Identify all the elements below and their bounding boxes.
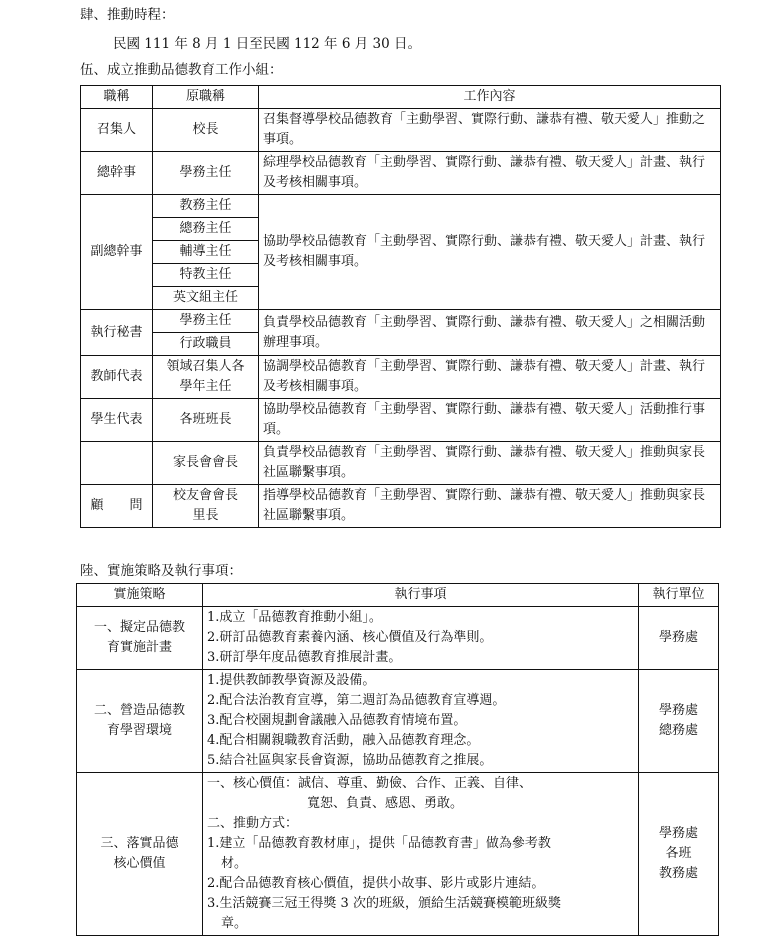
header-duty: 工作內容 — [259, 86, 721, 109]
item-line: 章。 — [221, 916, 248, 931]
section-6-heading: 陸、實施策略及執行事項： — [80, 563, 242, 579]
strategy-line: 一、擬定品德教 — [93, 620, 185, 635]
duty-text: 綜理學校品德教育「主動學習、實際行動、謙恭有禮、敬天愛人」計畫、執行及考核相關事項。 — [259, 152, 721, 195]
item-line: 5.結合社區與家長會資源，協助品德教育之推展。 — [207, 753, 493, 768]
item-line: 2.配合品德教育核心價值，提供小故事、影片或影片連結。 — [207, 876, 545, 891]
unit-line: 總務處 — [658, 723, 698, 738]
item-line: 3.研訂學年度品德教育推展計畫。 — [207, 650, 402, 665]
item-line: 寬恕、負責、感恩、勇敢。 — [307, 796, 464, 811]
unit-cell — [639, 607, 719, 670]
item-line: 2.研訂品德教育素養內涵、核心價值及行為準則。 — [207, 630, 493, 645]
duty-text: 負責學校品德教育「主動學習、實際行動、謙恭有禮、敬天愛人」之相關活動辦理事項。 — [259, 310, 721, 356]
table-row — [81, 399, 721, 442]
duty-text: 召集督導學校品德教育「主動學習、實際行動、謙恭有禮、敬天愛人」推動之事項。 — [259, 109, 721, 152]
working-group-table — [80, 85, 721, 528]
header-strategy: 實施策略 — [77, 584, 203, 607]
item-line: 2.配合法治教育宣導，第二週訂為品德教育宣導週。 — [207, 693, 506, 708]
duty-text: 指導學校品德教育「主動學習、實際行動、謙恭有禮、敬天愛人」推動與家長社區聯繫事項。 — [259, 485, 721, 528]
unit-cell — [639, 773, 719, 936]
item-line: 1.提供教師教學資源及設備。 — [207, 673, 376, 688]
original-title: 各班班長 — [153, 399, 259, 442]
table-row — [81, 109, 721, 152]
section-4-heading: 肆、推動時程： — [80, 7, 175, 23]
items-cell — [203, 607, 639, 670]
original-title-line: 里長 — [192, 508, 219, 523]
header-original-title: 原職稱 — [153, 86, 259, 109]
strategy-cell — [77, 607, 203, 670]
table-row — [81, 195, 721, 218]
items-cell — [203, 670, 639, 773]
original-title: 行政職員 — [153, 333, 259, 356]
item-line: 3.生活競賽三冠王得獎 3 次的班級，頒給生活競賽模範班級獎 — [207, 896, 561, 911]
strategy-cell — [77, 773, 203, 936]
strategy-line: 三、落實品德 — [100, 836, 179, 851]
role-title: 執行秘書 — [81, 310, 153, 356]
items-cell — [203, 773, 639, 936]
role-title: 副總幹事 — [81, 195, 153, 310]
table-row — [77, 607, 719, 670]
unit-line: 學務處 — [658, 630, 698, 645]
table-row — [77, 670, 719, 773]
role-title: 教師代表 — [81, 356, 153, 399]
strategy-line: 育學習環境 — [106, 723, 172, 738]
item-line: 一、核心價值：誠信、尊重、勤儉、合作、正義、自律、 — [207, 776, 533, 791]
original-title: 家長會會長 — [153, 442, 259, 485]
unit-cell — [639, 670, 719, 773]
original-title-multi — [153, 485, 259, 528]
table-header-row — [81, 86, 721, 109]
table-row — [77, 773, 719, 936]
item-line: 二、推動方式： — [207, 816, 299, 831]
table-row — [81, 356, 721, 399]
strategy-line: 二、營造品德教 — [93, 703, 185, 718]
original-title: 特教主任 — [153, 264, 259, 287]
item-line: 1.建立「品德教育教材庫」，提供「品德教育書」做為參考教 — [207, 836, 551, 851]
unit-line: 各班 — [665, 846, 692, 861]
role-title: 學生代表 — [81, 399, 153, 442]
strategy-line: 核心價值 — [113, 856, 166, 871]
table-row — [81, 152, 721, 195]
original-title: 學務主任 — [153, 310, 259, 333]
section-5-heading: 伍、成立推動品德教育工作小組： — [80, 62, 283, 78]
item-line: 1.成立「品德教育推動小組」。 — [207, 610, 382, 625]
duty-text: 負責學校品德教育「主動學習、實際行動、謙恭有禮、敬天愛人」推動與家長社區聯繫事項。 — [259, 442, 721, 485]
role-title — [81, 442, 153, 485]
item-line: 材。 — [221, 856, 248, 871]
unit-line: 學務處 — [658, 826, 698, 841]
duty-text: 協助學校品德教育「主動學習、實際行動、謙恭有禮、敬天愛人」活動推行事項。 — [259, 399, 721, 442]
original-title: 教務主任 — [153, 195, 259, 218]
original-title: 學務主任 — [153, 152, 259, 195]
table-header-row — [77, 584, 719, 607]
original-title: 輔導主任 — [153, 241, 259, 264]
original-title: 校長 — [153, 109, 259, 152]
strategy-table — [76, 583, 719, 936]
unit-line: 教務處 — [658, 866, 698, 881]
role-title: 顧 問 — [81, 485, 153, 528]
header-title: 職稱 — [81, 86, 153, 109]
original-title: 英文組主任 — [153, 287, 259, 310]
role-title: 總幹事 — [81, 152, 153, 195]
table-row — [81, 485, 721, 528]
unit-line: 學務處 — [658, 703, 698, 718]
duty-text: 協助學校品德教育「主動學習、實際行動、謙恭有禮、敬天愛人」計畫、執行及考核相關事項。 — [259, 195, 721, 310]
header-unit: 執行單位 — [639, 584, 719, 607]
strategy-cell — [77, 670, 203, 773]
item-line: 3.配合校園規劃會議融入品德教育情境布置。 — [207, 713, 467, 728]
schedule-period: 民國 111 年 8 月 1 日至民國 112 年 6 月 30 日。 — [113, 36, 421, 52]
table-row — [81, 310, 721, 333]
role-title: 召集人 — [81, 109, 153, 152]
original-title-multi — [153, 356, 259, 399]
table-row — [81, 442, 721, 485]
strategy-line: 育實施計畫 — [106, 640, 172, 655]
original-title-line: 領域召集人各 — [166, 359, 245, 374]
duty-text: 協調學校品德教育「主動學習、實際行動、謙恭有禮、敬天愛人」計畫、執行及考核相關事項。 — [259, 356, 721, 399]
header-items: 執行事項 — [203, 584, 639, 607]
original-title-line: 校友會會長 — [172, 488, 238, 503]
item-line: 4.配合相關親職教育活動，融入品德教育理念。 — [207, 733, 480, 748]
original-title-line: 學年主任 — [179, 379, 232, 394]
original-title: 總務主任 — [153, 218, 259, 241]
